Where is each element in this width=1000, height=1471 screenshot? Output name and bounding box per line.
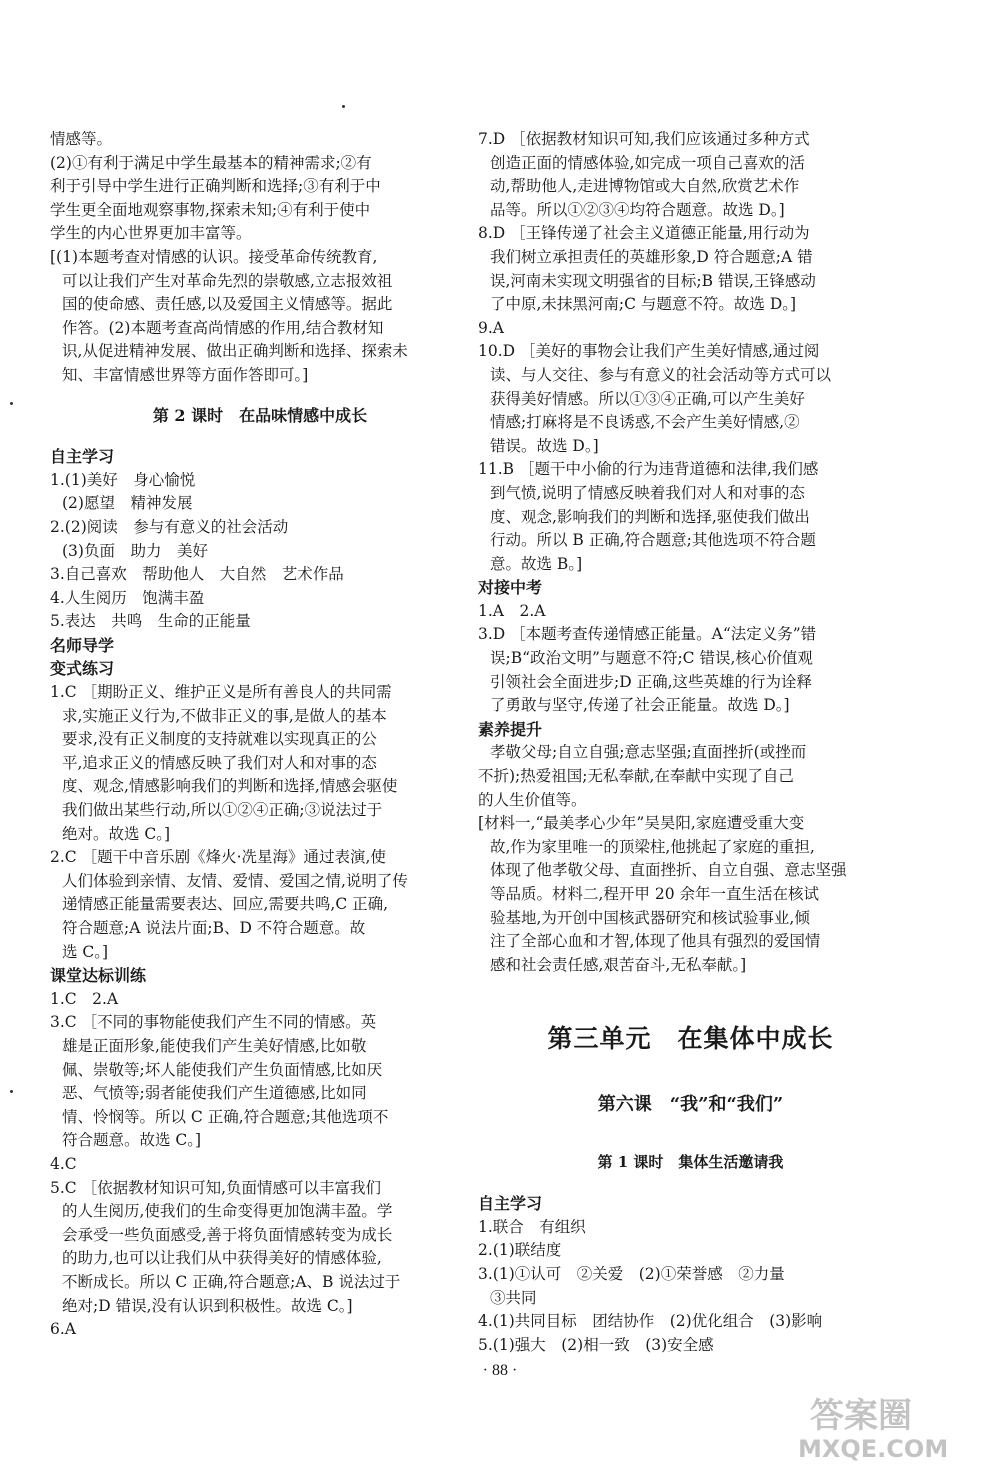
intro-answer (50, 128, 470, 246)
answer-line: 度、观念,影响我们的判断和选择,驱使我们做出 (490, 507, 810, 526)
text-line: 2.(2)阅读 参与有意义的社会活动 (50, 517, 289, 536)
watermark-logo (770, 1385, 985, 1463)
answer-line: 了勇敢与坚守,传递了社会正能量。故选 D。] (490, 696, 790, 715)
answer-line: 我们做出某些行动,所以①②④正确;③说法过于 (62, 801, 383, 820)
answer-item (478, 623, 903, 717)
text-line: 识,从促进精神发展、做出正确判断和选择、探索未 (62, 342, 408, 361)
answer-line: 误;B“政治文明”与题意不符;C 错误,核心价值观 (490, 649, 813, 668)
answer-line: 会承受一些负面感受,善于将负面情感转变为成长 (62, 1225, 393, 1244)
answer-item (50, 1011, 470, 1153)
text-line: 作答。(2)本题考查高尚情感的作用,结合教材知 (62, 318, 384, 337)
text-line: 孝敬父母;自立自强;意志坚强;直面挫折(或挫而 (490, 743, 807, 762)
suyang-answer (478, 741, 903, 812)
answer-first-line: 1.C ［期盼正义、维护正义是所有善良人的共同需 (50, 683, 392, 702)
answer-line: 错误。故选 D。] (490, 436, 599, 455)
speck (10, 1090, 13, 1093)
text-line: (3)负面 助力 美好 (62, 541, 208, 560)
section-zizhu: 自主学习 (50, 447, 115, 467)
answer-line: 不断成长。所以 C 正确,符合题意;A、B 说法过于 (62, 1272, 401, 1291)
answer-line: 情、怜悯等。所以 C 正确,符合题意;其他选项不 (62, 1107, 389, 1126)
text-line: (2)①有利于满足中学生最基本的精神需求;②有 (50, 153, 372, 172)
answer-line: 符合题意。故选 C。] (62, 1131, 202, 1150)
answer-item (50, 1153, 470, 1177)
answer-line: 品等。所以①②③④均符合题意。故选 D。] (490, 200, 785, 219)
lesson-heading: 第 2 课时 在品味情感中成长 (152, 405, 368, 425)
answer-first-line: 3.C ［不同的事物能使我们产生不同的情感。英 (50, 1013, 377, 1032)
answer-first-line: 7.D ［依据教材知识可知,我们应该通过多种方式 (478, 130, 810, 148)
answer-line: 意。故选 B。] (490, 554, 583, 573)
ketang-answers (50, 988, 470, 1342)
answer-item (50, 1177, 470, 1319)
answer-first-line: 2.C ［题干中音乐剧《烽火·冼星海》通过表演,使 (50, 848, 386, 867)
text-line: 4.人生阅历 饱满丰盈 (50, 588, 205, 607)
answer-line: 了中原,未抹黑河南;C 与题意不符。故选 D。] (490, 295, 797, 314)
answer-item (50, 1318, 470, 1342)
text-line: 体现了他孝敬父母、直面挫折、自立自强、意志坚强 (490, 861, 847, 880)
text-line: (2)愿望 精神发展 (62, 494, 193, 513)
answer-line: 绝对;D 错误,没有认识到积极性。故选 C。] (62, 1296, 353, 1315)
text-line: 等品质。材料二,程开甲 20 余年一直生活在核试 (490, 885, 820, 903)
text-line: [材料一,“最美孝心少年”吴昊阳,家庭遭受重大变 (478, 814, 805, 833)
answer-line: 雄是正面形象,能使我们产生美好情感,比如敬 (62, 1036, 367, 1055)
answer-line: 要求,没有正义制度的支持就难以实现真正的公 (62, 730, 377, 749)
text-line: [(1)本题考查对情感的认识。接受革命传统教育, (50, 247, 378, 266)
text-line: 1.(1)美好 身心愉悦 (50, 470, 196, 489)
answer-line: 佩、崇敬等;坏人能使我们产生负面情感,比如厌 (62, 1060, 383, 1079)
speck (342, 105, 345, 108)
text-line: 4.(1)共同目标 团结协作 (2)优化组合 (3)影响 (478, 1312, 823, 1331)
text-line: 2.(1)联结度 (478, 1241, 562, 1260)
section-duijie: 对接中考 (478, 578, 543, 598)
answer-line: 读、与人交往、参与有意义的社会活动等方式可以 (490, 365, 832, 384)
answer-first-line: 9.A (478, 318, 504, 337)
answer-line: 的助力,也可以让我们从中获得美好的情感体验, (62, 1249, 382, 1268)
zizhu-answers (50, 469, 470, 634)
answer-line: 获得美好情感。所以①③④正确,可以产生美好 (490, 389, 805, 408)
answer-item (50, 846, 470, 964)
answer-first-line: 11.B ［题干中小偷的行为违背道德和法律,我们感 (478, 460, 819, 479)
text-line: 学生的内心世界更加丰富等。 (50, 224, 252, 243)
text-line: 不折);热爱祖国;无私奉献,在奉献中实现了自己 (478, 767, 794, 786)
answer-line: 到气愤,说明了情感反映着我们对人和对事的态 (490, 483, 805, 502)
answer-item (478, 317, 903, 341)
duijie-answers (478, 600, 903, 718)
answer-first-line: 4.C (50, 1154, 77, 1173)
answer-line: 选 C。] (62, 942, 109, 961)
text-line: 5.表达 共鸣 生命的正能量 (50, 612, 251, 631)
answer-line: 情感;打麻将是不良诱惑,不会产生美好情感,② (490, 413, 800, 432)
answer-line: 误,河南未实现文明强省的目标;B 错误,王锋感动 (490, 271, 816, 290)
answer-line: 绝对。故选 C。] (62, 824, 171, 843)
intro-explanation (50, 246, 470, 388)
answer-item (478, 128, 903, 222)
answer-line: 恶、气愤等;弱者能使我们产生道德感,比如同 (62, 1084, 367, 1103)
answer-line: 求,实施正义行为,不做非正义的事,是做人的基本 (62, 706, 387, 725)
text-line: 可以让我们产生对革命先烈的崇敬感,立志报效祖 (62, 271, 393, 290)
answer-first-line: 6.A (50, 1320, 76, 1339)
text-line: 感和社会责任感,艰苦奋斗,无私奉献。] (490, 955, 747, 974)
answer-line: 我们树立承担责任的英雄形象,D 符合题意;A 错 (490, 247, 813, 266)
left-column (50, 128, 470, 1342)
text-line: 5.(1)强大 (2)相一致 (3)安全感 (478, 1335, 714, 1354)
keshi-title: 第 1 课时 集体生活邀请我 (597, 1152, 784, 1171)
speck (10, 402, 13, 405)
watermark-text-en: MXQE.COM (798, 1435, 949, 1463)
suyang-explanation (478, 812, 903, 977)
answer-first-line: 1.A 2.A (478, 601, 546, 620)
answer-item (478, 600, 903, 624)
zizhu-answers-2 (478, 1216, 903, 1358)
section-ketang: 课堂达标训练 (50, 966, 147, 986)
answer-line: 动,帮助他人,走进博物馆或大自然,欣赏艺术作 (490, 177, 800, 196)
answer-line: 符合题意;A 说法片面;B、D 不符合题意。故 (62, 919, 366, 937)
section-suyang: 素养提升 (478, 719, 543, 739)
right-answers (478, 128, 903, 576)
text-line: 验基地,为开创中国核武器研究和核试验事业,倾 (490, 908, 810, 927)
answer-first-line: 3.D ［本题考查传递情感正能量。A“法定义务”错 (478, 625, 817, 644)
section-bianshi: 变式练习 (50, 659, 115, 679)
answer-item (478, 458, 903, 576)
watermark-text-cn: 答案圈 (810, 1396, 912, 1436)
answer-item (478, 340, 903, 458)
answer-item (50, 988, 470, 1012)
answer-line: 度、观念,情感影响我们的判断和选择,情感会驱使 (62, 777, 398, 796)
answer-first-line: 8.D ［王锋传递了社会主义道德正能量,用行动为 (478, 224, 810, 243)
right-column (478, 128, 903, 1357)
answer-line: 人们体验到亲情、友情、爱情、爱国之情,说明了传 (62, 871, 408, 890)
text-line: ③共同 (490, 1288, 537, 1307)
text-line: 3.(1)①认可 ②关爱 (2)①荣誉感 ②力量 (478, 1264, 785, 1283)
unit-title: 第三单元 在集体中成长 (547, 1024, 834, 1054)
answer-line: 的人生阅历,使我们的生命变得更加饱满丰盈。学 (62, 1202, 393, 1221)
answer-line: 引领社会全面进步;D 正确,这些英雄的行为诠释 (490, 672, 813, 691)
answer-item (50, 681, 470, 846)
page-number: · 88 · (482, 1362, 518, 1379)
text-line: 的人生价值等。 (478, 790, 587, 809)
text-line: 3.自己喜欢 帮助他人 大自然 艺术作品 (50, 565, 344, 584)
answer-first-line: 5.C ［依据教材知识可知,负面情感可以丰富我们 (50, 1178, 382, 1197)
answer-line: 平,追求正义的情感反映了我们对人和对事的态 (62, 753, 377, 772)
answer-first-line: 10.D ［美好的事物会让我们产生美好情感,通过阅 (478, 342, 820, 361)
section-mingshi: 名师导学 (50, 635, 115, 655)
text-line: 利于引导中学生进行正确判断和选择;③有利于中 (50, 177, 381, 196)
answer-line: 创造正面的情感体验,如完成一项自己喜欢的活 (490, 153, 805, 172)
text-line: 学生更全面地观察事物,探索未知;④有利于使中 (50, 200, 371, 219)
text-line: 国的使命感、责任感,以及爱国主义情感等。据此 (62, 295, 393, 314)
text-line: 情感等。 (50, 130, 113, 148)
text-line: 知、丰富情感世界等方面作答即可。] (62, 365, 309, 384)
answer-line: 行动。所以 B 正确,符合题意;其他选项不符合题 (490, 531, 816, 550)
section-zizhu-2: 自主学习 (478, 1194, 543, 1214)
answer-first-line: 1.C 2.A (50, 989, 119, 1008)
text-line: 1.联合 有组织 (478, 1217, 586, 1236)
bianshi-answers (50, 681, 470, 964)
lesson-title: 第六课 “我”和“我们” (597, 1093, 784, 1115)
text-line: 注了全部心血和才智,体现了他具有强烈的爱国情 (490, 932, 821, 951)
answer-item (478, 222, 903, 316)
answer-line: 递情感正能量需要表达、回应,需要共鸣,C 正确, (62, 895, 389, 914)
text-line: 故,作为家里唯一的顶梁柱,他挑起了家庭的重担, (490, 837, 815, 856)
